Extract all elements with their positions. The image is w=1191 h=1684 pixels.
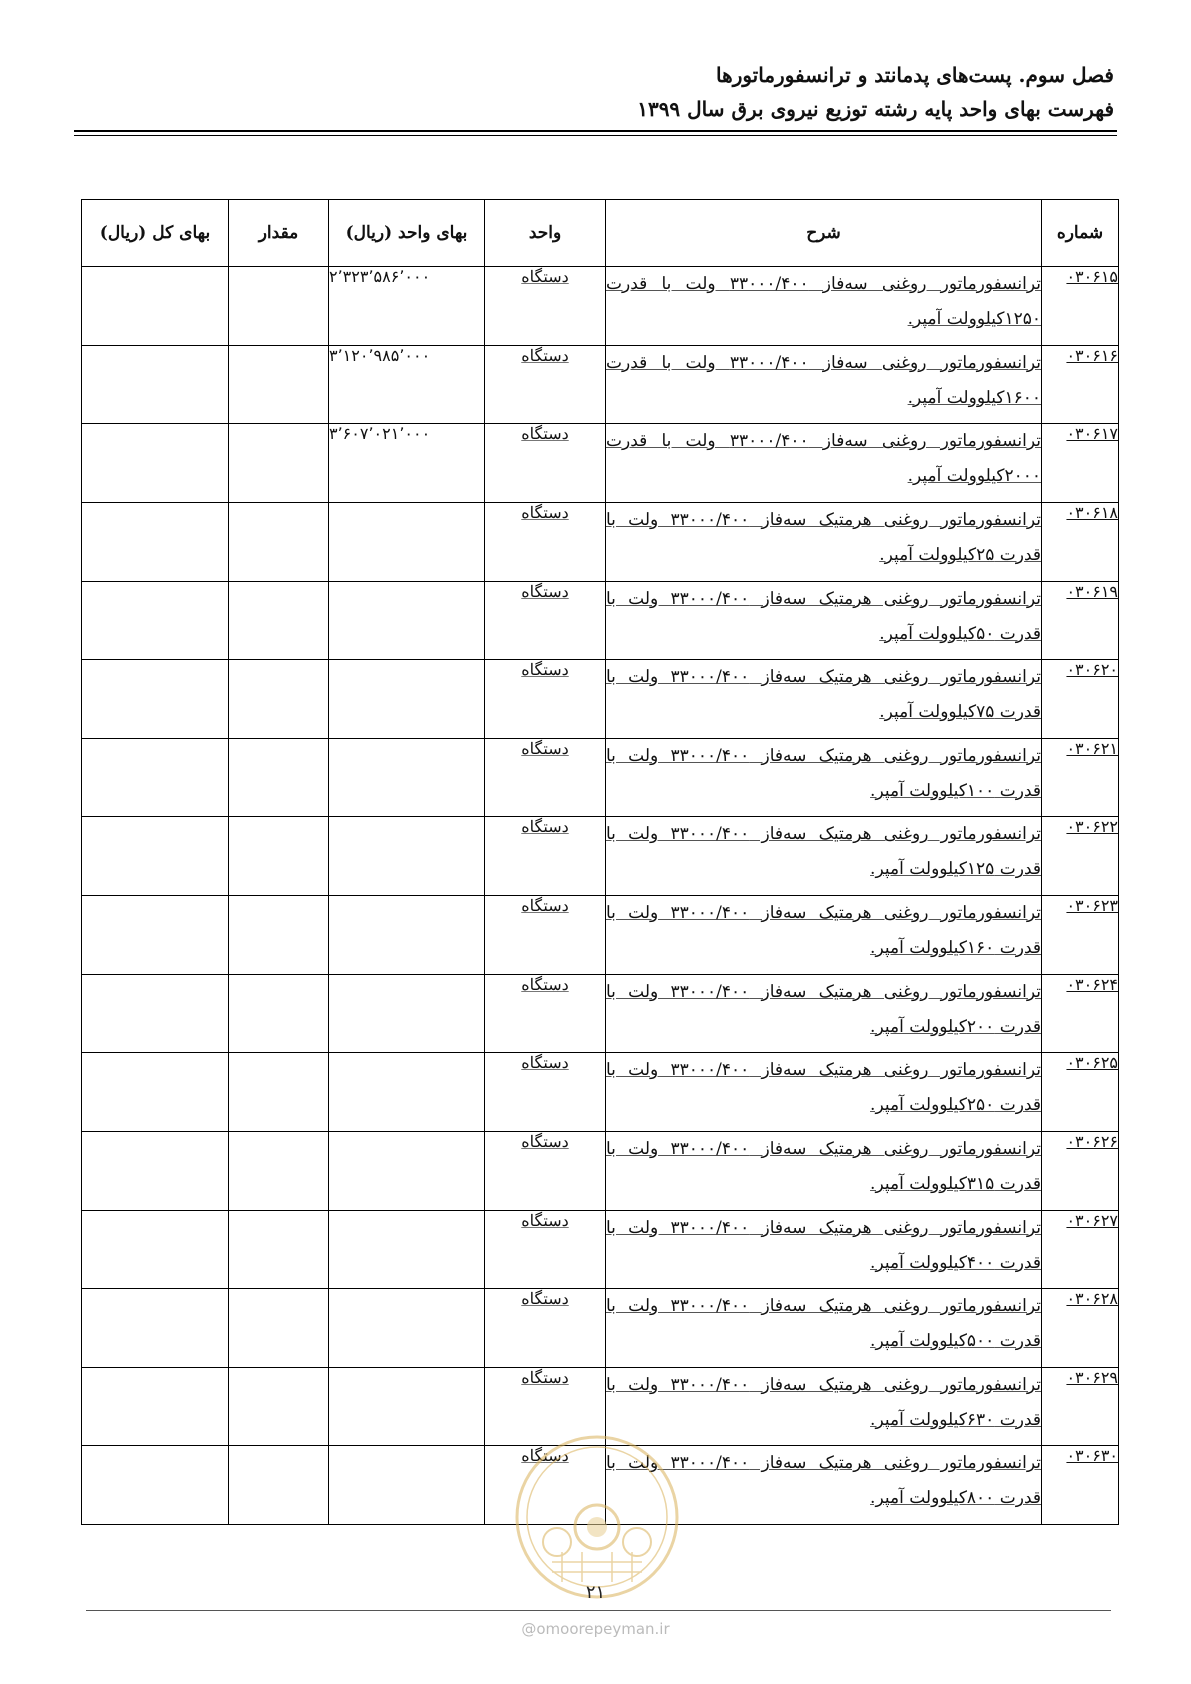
row-total-price [82,1210,229,1289]
table-row [82,1131,1119,1210]
row-unit: دستگاه [521,660,569,680]
row-number: ۰۳۰۶۱۷ [1066,424,1118,444]
row-unit-cell [485,424,606,503]
row-total-price [82,1446,229,1525]
table-row [82,581,1119,660]
row-description: ترانسفورماتور روغنی هرمتیک سه‌فاز ۳۳۰۰۰/۴۰۰ ولت با قدرت ۱۲۵کیلوولت آمپر. [606,824,1041,880]
row-description-cell [606,660,1042,739]
row-description: ترانسفورماتور روغنی هرمتیک سه‌فاز ۳۳۰۰۰/۴۰۰ ولت با قدرت ۲۰۰کیلوولت آمپر. [606,981,1041,1037]
table-row [82,1289,1119,1368]
row-description: ترانسفورماتور روغنی سه‌فاز ۳۳۰۰۰/۴۰۰ ولت با قدرت ۲۰۰۰کیلوولت آمپر. [606,431,1041,487]
row-number-cell [1042,1131,1119,1210]
header-description: شرح [606,200,1042,267]
page-header [637,58,1114,126]
table-row [82,502,1119,581]
row-unit-price [329,1210,485,1289]
row-quantity [229,1131,329,1210]
row-quantity [229,502,329,581]
row-unit: دستگاه [521,896,569,915]
row-total-price [82,345,229,424]
row-unit-cell [485,1289,606,1368]
table-row [82,1210,1119,1289]
row-number: ۰۳۰۶۲۷ [1066,1210,1118,1230]
row-total-price [82,738,229,817]
row-quantity [229,1210,329,1289]
price-list-table [81,199,1119,1525]
table-row [82,424,1119,503]
header-unit: واحد [485,200,606,267]
row-quantity [229,345,329,424]
header-rule [74,130,1117,132]
row-number-cell [1042,267,1119,346]
row-unit-cell [485,974,606,1053]
row-number: ۰۳۰۶۲۶ [1066,1131,1118,1151]
row-unit: دستگاه [521,424,569,444]
row-description: ترانسفورماتور روغنی هرمتیک سه‌فاز ۳۳۰۰۰/۴۰۰ ولت با قدرت ۳۱۵کیلوولت آمپر. [606,1138,1041,1194]
table-row [82,817,1119,896]
row-description: ترانسفورماتور روغنی هرمتیک سه‌فاز ۳۳۰۰۰/۴۰۰ ولت با قدرت ۲۵۰کیلوولت آمپر. [606,1060,1041,1116]
row-quantity [229,581,329,660]
row-unit: دستگاه [521,1367,569,1387]
row-description-cell [606,738,1042,817]
row-number-cell [1042,660,1119,739]
row-description: ترانسفورماتور روغنی هرمتیک سه‌فاز ۳۳۰۰۰/۴۰۰ ولت با قدرت ۵۰۰کیلوولت آمپر. [606,1296,1041,1352]
row-description-cell [606,581,1042,660]
row-quantity [229,896,329,975]
row-unit-price [329,974,485,1053]
row-unit-price: ۲٬۳۲۳٬۵۸۶٬۰۰۰ [329,267,485,346]
row-description-cell [606,1131,1042,1210]
row-total-price [82,1053,229,1132]
row-total-price [82,1289,229,1368]
row-description-cell [606,1289,1042,1368]
row-unit-cell [485,267,606,346]
row-unit-price [329,581,485,660]
row-description: ترانسفورماتور روغنی سه‌فاز ۳۳۰۰۰/۴۰۰ ولت با قدرت ۱۲۵۰کیلوولت آمپر. [606,274,1041,329]
chapter-title: فصل سوم. پست‌های پدمانتد و ترانسفورماتورها [716,63,1114,87]
row-number: ۰۳۰۶۲۳ [1066,896,1118,915]
row-unit-cell [485,502,606,581]
table-row [82,267,1119,346]
row-unit-cell [485,1131,606,1210]
row-number-cell [1042,738,1119,817]
table-row [82,660,1119,739]
row-quantity [229,1053,329,1132]
row-total-price [82,1367,229,1446]
row-description: ترانسفورماتور روغنی هرمتیک سه‌فاز ۳۳۰۰۰/۴۰۰ ولت با قدرت ۵۰کیلوولت آمپر. [606,588,1041,644]
row-unit: دستگاه [521,581,569,601]
row-number: ۰۳۰۶۱۹ [1066,581,1118,601]
header-quantity: مقدار [229,200,329,267]
row-unit-cell [485,345,606,424]
row-unit: دستگاه [521,267,569,286]
row-unit-price [329,817,485,896]
row-quantity [229,424,329,503]
row-quantity [229,660,329,739]
row-description-cell [606,424,1042,503]
row-total-price [82,502,229,581]
row-unit-cell [485,817,606,896]
row-number: ۰۳۰۶۱۵ [1066,267,1118,286]
row-description: ترانسفورماتور روغنی هرمتیک سه‌فاز ۳۳۰۰۰/۴۰۰ ولت با قدرت ۴۰۰کیلوولت آمپر. [606,1217,1041,1273]
row-total-price [82,660,229,739]
header-number: شماره [1042,200,1119,267]
table-row [82,345,1119,424]
row-quantity [229,817,329,896]
row-number-cell [1042,1446,1119,1525]
row-number: ۰۳۰۶۱۸ [1066,502,1118,522]
row-description: ترانسفورماتور روغنی هرمتیک سه‌فاز ۳۳۰۰۰/۴۰۰ ولت با قدرت ۲۵کیلوولت آمپر. [606,509,1041,565]
website-watermark: @omoorepeyman.ir [521,1620,670,1638]
row-unit: دستگاه [521,817,569,837]
row-number: ۰۳۰۶۱۶ [1066,345,1118,365]
row-number-cell [1042,817,1119,896]
row-number-cell [1042,974,1119,1053]
row-description: ترانسفورماتور روغنی هرمتیک سه‌فاز ۳۳۰۰۰/۴۰۰ ولت با قدرت ۸۰۰کیلوولت آمپر. [606,1453,1041,1509]
row-description-cell [606,345,1042,424]
row-unit-price [329,502,485,581]
row-unit-cell [485,1210,606,1289]
row-description: ترانسفورماتور روغنی هرمتیک سه‌فاز ۳۳۰۰۰/۴۰۰ ولت با قدرت ۶۳۰کیلوولت آمپر. [606,1374,1041,1430]
row-number-cell [1042,1289,1119,1368]
row-quantity [229,974,329,1053]
row-unit: دستگاه [521,502,569,522]
row-unit: دستگاه [521,1289,569,1309]
header-unit-price: بهای واحد (ریال) [329,200,485,267]
seal-watermark [512,1432,682,1602]
table-row [82,1053,1119,1132]
row-unit-cell [485,738,606,817]
row-unit-cell [485,660,606,739]
row-description-cell [606,1210,1042,1289]
row-number-cell [1042,345,1119,424]
row-unit-price [329,1289,485,1368]
table-row [82,896,1119,975]
row-total-price [82,896,229,975]
row-description-cell [606,817,1042,896]
footer-rule [86,1610,1111,1611]
row-total-price [82,581,229,660]
row-total-price [82,267,229,346]
row-unit-cell [485,581,606,660]
row-unit: دستگاه [521,345,569,365]
row-unit-price: ۳٬۱۲۰٬۹۸۵٬۰۰۰ [329,345,485,424]
header-rule-thin [74,135,1117,136]
row-number: ۰۳۰۶۲۰ [1066,660,1118,680]
row-unit: دستگاه [521,974,569,994]
row-quantity [229,738,329,817]
row-number-cell [1042,502,1119,581]
row-unit-cell [485,1053,606,1132]
row-number: ۰۳۰۶۲۴ [1066,974,1118,994]
row-unit-price [329,1131,485,1210]
row-unit-price [329,896,485,975]
row-number-cell [1042,896,1119,975]
table-row [82,974,1119,1053]
row-number-cell [1042,1210,1119,1289]
page-number: ۲۱ [585,1582,606,1603]
row-quantity [229,267,329,346]
row-total-price [82,424,229,503]
row-unit: دستگاه [521,1131,569,1151]
row-unit: دستگاه [521,1446,569,1466]
row-number-cell [1042,424,1119,503]
row-description: ترانسفورماتور روغنی هرمتیک سه‌فاز ۳۳۰۰۰/۴۰۰ ولت با قدرت ۷۵کیلوولت آمپر. [606,667,1041,723]
row-quantity [229,1289,329,1368]
row-number: ۰۳۰۶۲۵ [1066,1053,1118,1073]
row-description-cell [606,896,1042,975]
row-unit-price: ۳٬۶۰۷٬۰۲۱٬۰۰۰ [329,424,485,503]
row-unit: دستگاه [521,738,569,758]
table-row [82,738,1119,817]
row-description-cell [606,267,1042,346]
header-total-price: بهای کل (ریال) [82,200,229,267]
row-unit-price [329,660,485,739]
row-unit-cell [485,896,606,975]
row-number: ۰۳۰۶۲۸ [1066,1289,1118,1309]
row-quantity [229,1367,329,1446]
row-unit-price [329,1053,485,1132]
table-header-row [82,200,1119,267]
row-unit-price [329,738,485,817]
row-number: ۰۳۰۶۲۹ [1066,1367,1118,1387]
document-title: فهرست بهای واحد پایه رشته توزیع نیروی برق سال ۱۳۹۹ [637,97,1114,121]
row-description-cell [606,974,1042,1053]
row-number: ۰۳۰۶۲۲ [1066,817,1118,837]
row-number-cell [1042,1053,1119,1132]
row-unit-price [329,1367,485,1446]
row-description-cell [606,502,1042,581]
row-unit-price [329,1446,485,1525]
row-unit: دستگاه [521,1210,569,1230]
row-description: ترانسفورماتور روغنی هرمتیک سه‌فاز ۳۳۰۰۰/۴۰۰ ولت با قدرت ۱۶۰کیلوولت آمپر. [606,903,1041,958]
row-total-price [82,1131,229,1210]
row-unit: دستگاه [521,1053,569,1073]
row-description-cell [606,1053,1042,1132]
row-description: ترانسفورماتور روغنی هرمتیک سه‌فاز ۳۳۰۰۰/۴۰۰ ولت با قدرت ۱۰۰کیلوولت آمپر. [606,745,1041,801]
row-total-price [82,974,229,1053]
row-quantity [229,1446,329,1525]
row-description: ترانسفورماتور روغنی سه‌فاز ۳۳۰۰۰/۴۰۰ ولت با قدرت ۱۶۰۰کیلوولت آمپر. [606,352,1041,408]
row-number-cell [1042,581,1119,660]
row-number: ۰۳۰۶۳۰ [1066,1446,1118,1466]
row-total-price [82,817,229,896]
row-number: ۰۳۰۶۲۱ [1066,738,1118,758]
row-number-cell [1042,1367,1119,1446]
